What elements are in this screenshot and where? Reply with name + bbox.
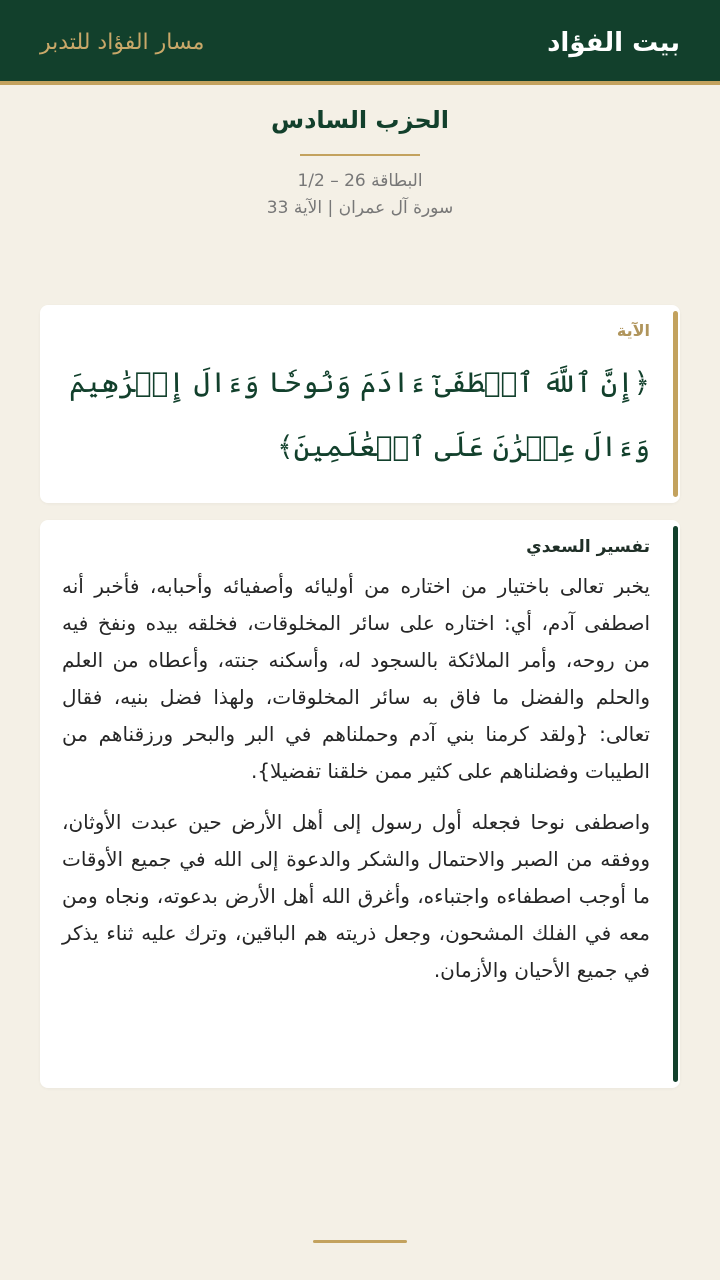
tafsir-paragraph: واصطفى نوحا فجعله أول رسول إلى أهل الأرض حين عبدت الأوثان، ووفقه من الصبر والاحتمال والشكر والدعوة إلى الله في جميع الأوقات ما أوجب اصطفاءه واجتباءه، وأغرق الله أهل الأرض بدعوته، ونجاه ومن معه في الفلك المشحون، وجعل ذريته هم الباقين، وترك عليه ثناء يذكر في جميع الأحيان والأزمان.: [62, 810, 650, 982]
tafsir-label: تفسير السعدي: [526, 537, 650, 557]
surah-ayah-reference: سورة آل عمران | الآية 33: [266, 198, 454, 218]
title-divider: [300, 154, 420, 156]
page-title: الحزب السادس: [270, 106, 450, 134]
ayah-text: ﴿إِنَّ ٱللَّهَ ٱصۡطَفَىٰٓ ءَادَمَ وَنُوحٗا وَءَالَ إِبۡرَٰهِيمَ وَءَالَ عِمۡرَٰنَ عَلَى ٱلۡعَٰلَمِينَ﴾: [69, 366, 650, 463]
card-number: البطاقة 26 – 1/2: [297, 171, 423, 191]
bottom-divider: [313, 1240, 407, 1243]
track-title-link[interactable]: مسار الفؤاد للتدبر: [40, 30, 205, 55]
card-meta: [0, 168, 720, 222]
app-title: بيت الفؤاد: [547, 28, 680, 58]
ayah-card: [40, 305, 680, 503]
tafsir-paragraph: يخبر تعالى باختيار من اختاره من أوليائه وأصفيائه وأحبابه، فأخبر أنه اصطفى آدم، أي: اختاره على سائر المخلوقات، فخلقه بيده ونفخ فيه من روحه، وأمر الملائكة بالسجود له، وأسكنه جنته، وأعطاه من العلم والحلم والفضل ما فاق به سائر المخلوقات، ولهذا فضل بنيه، فقال تعالى: {ولقد كرمنا بني آدم وحملناهم في البر والبحر ورزقناهم من الطيبات وفضلناهم على كثير ممن خلقنا تفضيلا}.: [62, 574, 650, 783]
app-header: [0, 0, 720, 85]
tafsir-body: [62, 568, 650, 989]
tafsir-card: [40, 520, 680, 1088]
ayah-label: الآية: [616, 321, 650, 340]
